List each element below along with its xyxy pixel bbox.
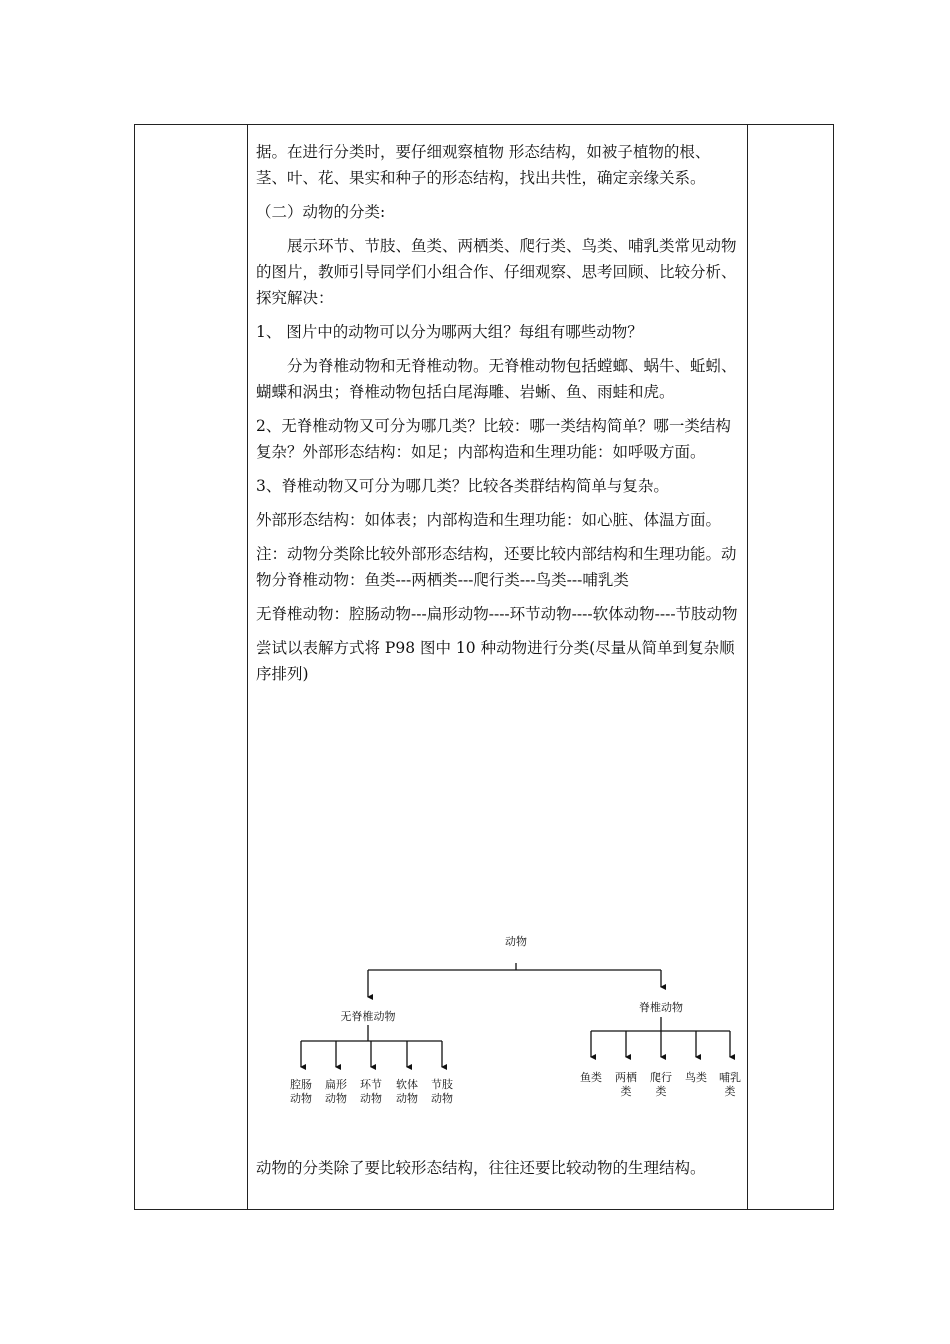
question-1: 1、 图片中的动物可以分为哪两大组？每组有哪些动物？ [256,323,643,341]
invertebrate-leaf-label: 动物 [431,1092,453,1105]
invertebrate-leaf-label: 软体 [396,1078,418,1091]
paragraph-0: 据。在进行分类时，要仔细观察植物 形态结构，如被子植物的根、茎、叶、花、果实和种子的形态结构，找出共性，确定亲缘关系。 [256,143,711,187]
vertebrate-leaf-label: 哺乳 [719,1071,741,1084]
invertebrate-leaf-label: 节肢 [431,1078,453,1091]
note: 注：动物分类除比较外部形态结构，还要比较内部结构和生理功能。动物分脊椎动物：鱼类---两栖类---爬行类---鸟类---哺乳类 [256,545,737,589]
vertebrate-leaf-label: 鸟类 [685,1071,707,1084]
invertebrate-leaf-label: 腔肠 [290,1078,312,1091]
vertebrate-leaf-label: 爬行 [650,1071,672,1084]
vertebrate-leaf-label: 鱼类 [580,1071,602,1084]
vertebrate-leaf-label: 类 [655,1085,667,1098]
question-3: 3、脊椎动物又可分为哪几类？比较各类群结构简单与复杂。 [256,477,669,495]
vertebrate-leaf-label: 两栖 [615,1071,637,1084]
invertebrate-order: 无脊椎动物：腔肠动物---扁形动物----环节动物----软体动物----节肢动物 [256,605,738,623]
invertebrate-leaf-label: 动物 [290,1092,312,1105]
invertebrate-leaf-label: 扁形 [325,1078,347,1091]
invertebrate-leaf-label: 动物 [360,1092,382,1105]
vertebrate-leaf-label: 类 [620,1085,632,1098]
lesson-table [134,124,834,1210]
diagram-vertebrate-label: 脊椎动物 [639,1001,683,1014]
invertebrate-leaf-label: 环节 [360,1078,382,1091]
animal-classification-diagram [256,915,746,1125]
diagram-invertebrate-label: 无脊椎动物 [340,1010,396,1023]
question-2: 2、无脊椎动物又可分为哪几类？比较：哪一类结构简单？哪一类结构复杂？外部形态结构：如足；内部构造和生理功能：如呼吸方面。 [256,417,731,461]
vertebrate-leaf-label: 类 [724,1085,736,1098]
closing-paragraph: 动物的分类除了要比较形态结构，往往还要比较动物的生理结构。 [256,1159,706,1177]
column-divider-left [247,125,248,1209]
answer-3: 外部形态结构：如体表；内部构造和生理功能：如心脏、体温方面。 [256,511,722,529]
section-heading-animal-classification: （二）动物的分类: [256,203,386,221]
paragraph-2: 展示环节、节肢、鱼类、两栖类、爬行类、鸟类、哺乳类常见动物的图片，教师引导同学们小组合作、仔细观察、思考回顾、比较分析、探究解决： [256,237,737,307]
answer-1: 分为脊椎动物和无脊椎动物。无脊椎动物包括螳螂、蜗牛、蚯蚓、蝴蝶和涡虫；脊椎动物包括白尾海雕、岩蜥、鱼、雨蛙和虎。 [256,357,737,401]
column-divider-right [747,125,748,1209]
invertebrate-leaf-label: 动物 [325,1092,347,1105]
task-instruction: 尝试以表解方式将 P98 图中 10 种动物进行分类(尽量从简单到复杂顺序排列) [256,639,735,683]
invertebrate-leaf-label: 动物 [396,1092,418,1105]
diagram-root-label: 动物 [505,935,527,948]
lesson-content [256,139,741,695]
